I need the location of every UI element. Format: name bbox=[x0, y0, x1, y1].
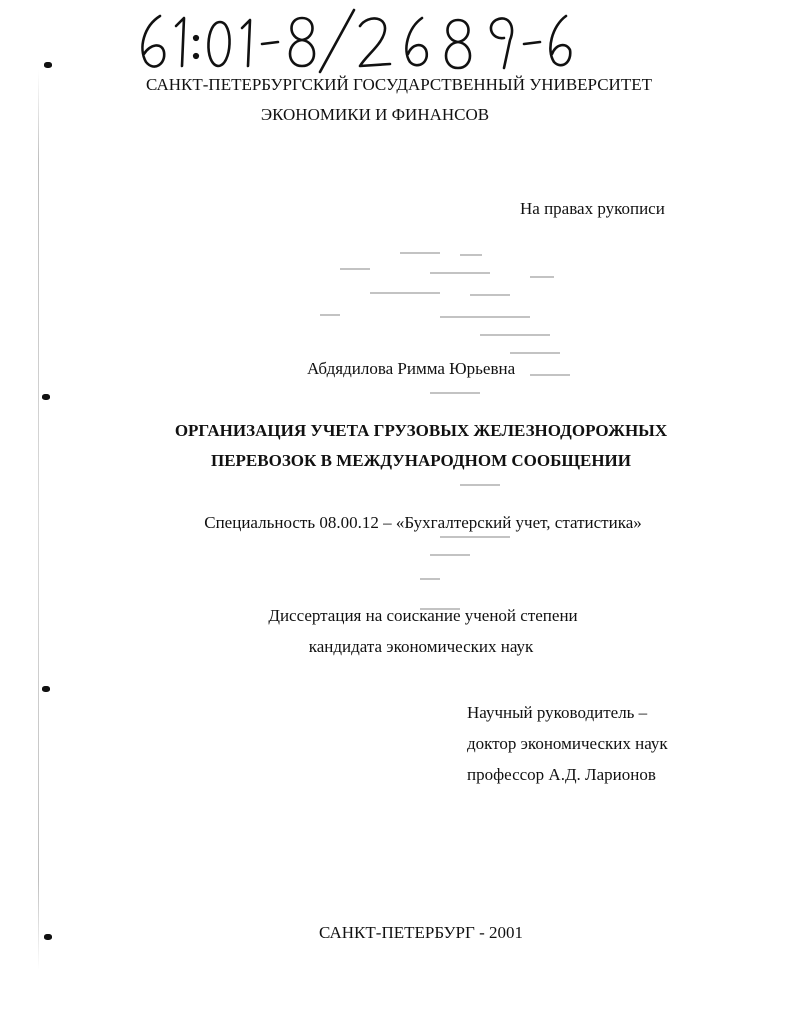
supervisor-label: Научный руководитель – bbox=[467, 703, 648, 722]
binding-hole-mark bbox=[42, 686, 50, 692]
specialty: Специальность 08.00.12 – «Бухгалтерский учет, статистика» bbox=[204, 513, 642, 532]
city-and-year: САНКТ-ПЕТЕРБУРГ - 2001 bbox=[319, 923, 523, 942]
supervisor-name: профессор А.Д. Ларионов bbox=[467, 765, 656, 784]
binding-hole-mark bbox=[42, 394, 50, 400]
manuscript-rights-note: На правах рукописи bbox=[520, 199, 665, 218]
dissertation-degree-line2: кандидата экономических наук bbox=[308, 637, 534, 656]
binding-hole-mark bbox=[44, 62, 52, 68]
thesis-title-line2: ПЕРЕВОЗОК В МЕЖДУНАРОДНОМ СООБЩЕНИИ bbox=[210, 451, 632, 470]
author-name: Абдядилова Римма Юрьевна bbox=[307, 359, 516, 378]
supervisor-degree: доктор экономических наук bbox=[467, 734, 668, 753]
handwritten-archive-code bbox=[132, 4, 572, 76]
university-name-line2: ЭКОНОМИКИ И ФИНАНСОВ bbox=[260, 105, 490, 124]
dissertation-degree-line1: Диссертация на соискание ученой степени bbox=[268, 606, 578, 625]
thesis-title-line1: ОРГАНИЗАЦИЯ УЧЕТА ГРУЗОВЫХ ЖЕЛЕЗНОДОРОЖНЫХ bbox=[174, 421, 668, 440]
university-name-line1: САНКТ-ПЕТЕРБУРГСКИЙ ГОСУДАРСТВЕННЫЙ УНИВЕРСИТЕТ bbox=[145, 75, 652, 94]
